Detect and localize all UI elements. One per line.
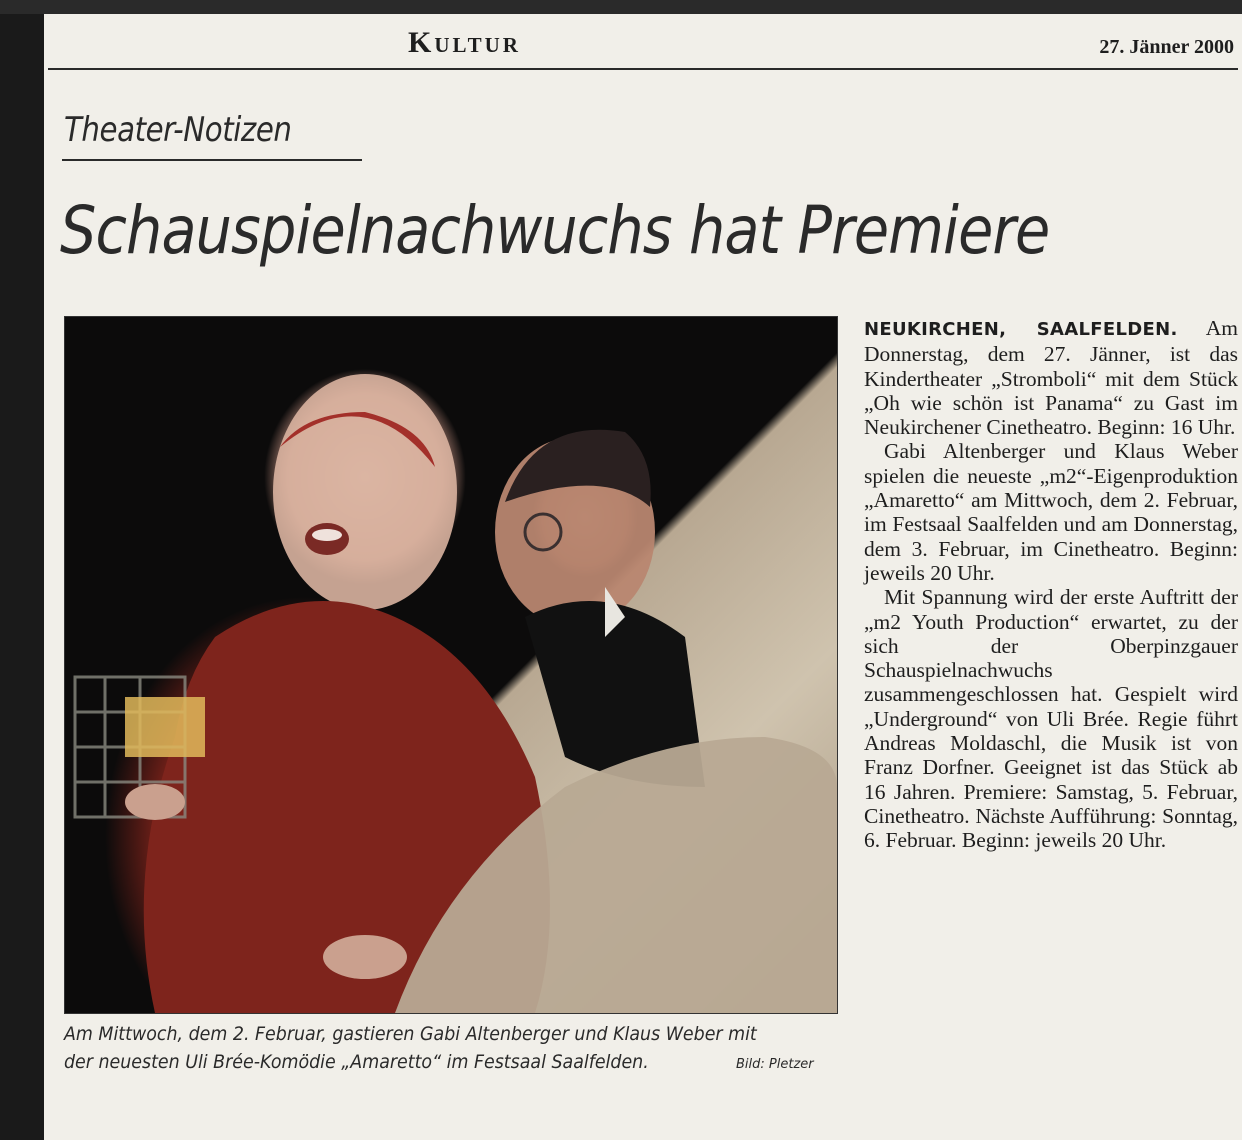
paragraph-1-text: Am Donnerstag, dem 27. Jänner, ist das Kindertheater „Stromboli“ mit dem Stück „Oh wie schön ist Panama“ zu Gast im Neukirchener Cinetheatro. Beginn: 16 Uhr.	[864, 316, 1238, 440]
caption-line-2: der neuesten Uli Brée-Komödie „Amaretto“ im Festsaal Saalfelden.	[64, 1051, 649, 1073]
article-photo	[64, 316, 838, 1014]
kicker-rule	[62, 159, 362, 161]
newspaper-clipping	[44, 14, 1242, 1140]
photo-credit: Bild: Pletzer	[736, 1057, 814, 1072]
headline: Schauspielnachwuchs hat Premiere	[60, 192, 1050, 269]
header-rule	[48, 68, 1238, 70]
photo-illustration	[65, 317, 837, 1013]
kicker: Theater-Notizen	[64, 110, 292, 150]
issue-date: 27. Jänner 2000	[1099, 36, 1234, 58]
section-title: Kultur	[408, 26, 521, 59]
paragraph-1	[864, 316, 1238, 439]
caption-line-1: Am Mittwoch, dem 2. Februar, gastieren Gabi Altenberger und Klaus Weber mit	[64, 1023, 757, 1045]
paragraph-3: Mit Spannung wird der erste Auftritt der „m2 Youth Production“ erwartet, zu der sich der Oberpinzgauer Schauspielnachwuchs zusammengeschlossen hat. Gespielt wird „Underground“ von Uli Brée. Regie führt Andreas Moldaschl, die Musik ist von Franz Dorfner. Geeignet ist das Stück ab 16 Jahren. Premiere: Samstag, 5. Februar, Cinetheatro. Nächste Aufführung: Sonntag, 6. Februar. Beginn: jeweils 20 Uhr.	[864, 585, 1238, 853]
paragraph-2: Gabi Altenberger und Klaus Weber spielen die neueste „m2“-Eigenproduktion „Amaretto“ am Mittwoch, dem 2. Februar, im Festsaal Saalfelden und am Donnerstag, dem 3. Februar, im Cinetheatro. Beginn: jeweils 20 Uhr.	[864, 439, 1238, 585]
dateline: NEUKIRCHEN, SAALFELDEN.	[864, 319, 1178, 340]
scan-border	[0, 0, 1242, 14]
photo-caption	[64, 1020, 779, 1076]
article-body	[864, 316, 1238, 853]
